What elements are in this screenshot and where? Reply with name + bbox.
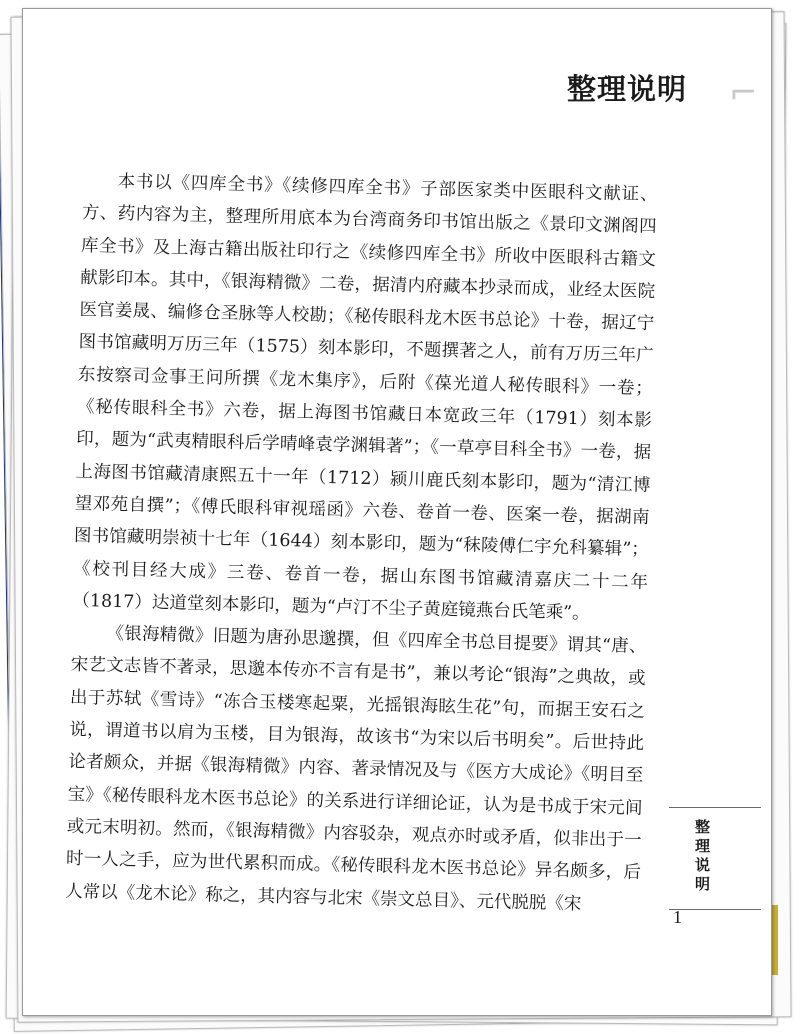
side-tab xyxy=(669,799,761,919)
page-number: 1 xyxy=(673,907,682,927)
side-tab-top-rule xyxy=(669,807,761,808)
page-title: 整理说明 xyxy=(566,72,687,106)
front-page xyxy=(22,8,772,1016)
paragraph: 本书以《四库全书》《续修四库全书》子部医家类中医眼科文献证、方、药内容为主，整理所用底本为台湾商务印书馆出版之《景印文渊阁四库全书》及上海古籍出版社印行之《续修四库全书》所收中医眼科古籍文献影印本。其中，《银海精微》二卷，据清内府藏本抄录而成，业经太医院医官姜晟、编修仓圣脉等人校勘；《秘传眼科龙木医书总论》十卷，据辽宁图书馆藏明万历三年（1575）刻本影印，不题撰著之人，前有万历三年广东按察司佥事王问所撰《龙木集序》，后附《葆光道人秘传眼科》一卷；《秘传眼科全书》六卷，据上海图书馆藏日本宽政三年（1791）刻本影印，题为“武夷精眼科后学晴峰袁学渊辑著”；《一草亭目科全书》一卷，据上海图书馆藏清康熙五十一年（1712）颍川鹿氏刻本影印，题为“清江博望邓苑自撰”；《傅氏眼科审视瑶函》六卷、卷首一卷、医案一卷，据湖南图书馆藏明崇祯十七年（1644）刻本影印，题为“秣陵傅仁宇允科纂辑”；《校刊目经大成》三卷、卷首一卷，据山东图书馆藏清嘉庆二十二年（1817）达道堂刻本影印，题为“卢汀不尘子黄庭镜燕台氏笔乘”。 xyxy=(72,171,658,624)
side-tab-bottom-rule xyxy=(669,909,761,910)
paragraph: 《银海精微》旧题为唐孙思邈撰，但《四库全书总目提要》谓其“唐、宋艺文志皆不著录，思邈本传亦不言有是书”，兼以考论“银海”之典故，或出于苏轼《雪诗》“冻合玉楼寒起粟，光摇银海眩生花”句，而据王安石之说，谓道书以肩为玉楼，目为银海，故该书“为宋以后书明矣”。后世持此论者颇众，并据《银海精微》内容、著录情况及与《医方大成论》《明目至宝》《秘传眼科龙木医书总论》的关系进行详细论证，认为是书成于宋元间或元末明初。然而，《银海精微》内容驳杂，观点亦时或矛盾，似非出于一时一人之手，应为世代累积而成。《秘传眼科龙木医书总论》异名颇多，后人常以《龙木论》称之，其内容与北宋《崇文总目》、元代脱脱《宋 xyxy=(65,623,647,914)
page-corner-mark: ⌐ xyxy=(729,73,758,113)
body-text xyxy=(65,165,658,922)
side-tab-label: 整理说明 xyxy=(693,819,711,895)
